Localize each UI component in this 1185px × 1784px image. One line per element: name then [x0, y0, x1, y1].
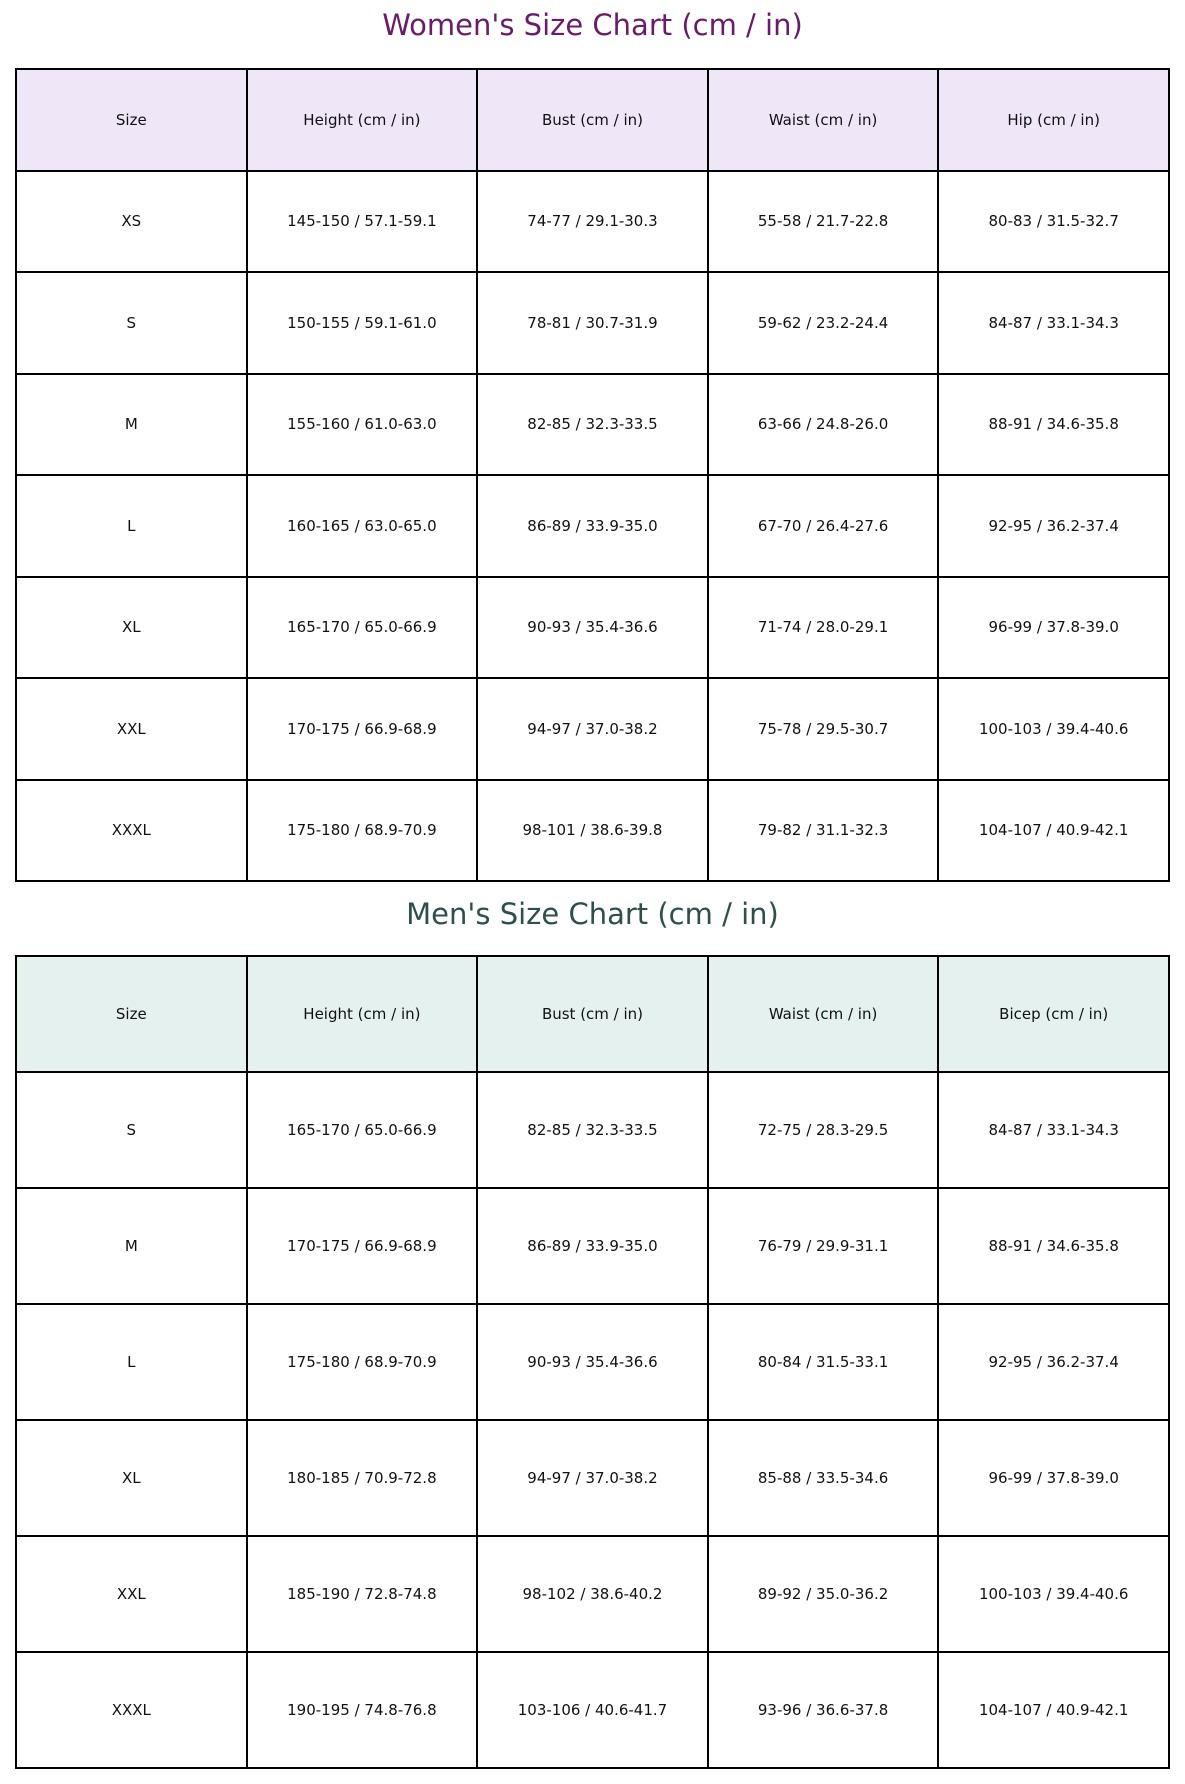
measurement-cell: 180-185 / 70.9-72.8: [247, 1420, 478, 1536]
measurement-cell: 89-92 / 35.0-36.2: [708, 1536, 939, 1652]
table-row: [16, 678, 1169, 780]
measurement-cell: 150-155 / 59.1-61.0: [247, 272, 478, 374]
size-cell: L: [16, 475, 247, 577]
table-row: [16, 780, 1169, 882]
column-header: Hip (cm / in): [938, 69, 1169, 171]
measurement-cell: 80-83 / 31.5-32.7: [938, 171, 1169, 273]
size-cell: M: [16, 1188, 247, 1304]
measurement-cell: 78-81 / 30.7-31.9: [477, 272, 708, 374]
measurement-cell: 104-107 / 40.9-42.1: [938, 780, 1169, 882]
column-header: Waist (cm / in): [708, 69, 939, 171]
measurement-cell: 165-170 / 65.0-66.9: [247, 1072, 478, 1188]
measurement-cell: 96-99 / 37.8-39.0: [938, 577, 1169, 679]
column-header: Bust (cm / in): [477, 956, 708, 1072]
size-cell: XXXL: [16, 1652, 247, 1768]
column-header: Size: [16, 956, 247, 1072]
measurement-cell: 103-106 / 40.6-41.7: [477, 1652, 708, 1768]
column-header: Bicep (cm / in): [938, 956, 1169, 1072]
measurement-cell: 155-160 / 61.0-63.0: [247, 374, 478, 476]
table-row: [16, 374, 1169, 476]
measurement-cell: 59-62 / 23.2-24.4: [708, 272, 939, 374]
measurement-cell: 84-87 / 33.1-34.3: [938, 272, 1169, 374]
size-cell: S: [16, 272, 247, 374]
men-size-table: [15, 955, 1170, 1769]
size-cell: L: [16, 1304, 247, 1420]
women-size-table: [15, 68, 1170, 882]
table-row: [16, 1072, 1169, 1188]
measurement-cell: 75-78 / 29.5-30.7: [708, 678, 939, 780]
men-chart-title: Men's Size Chart (cm / in): [406, 897, 779, 931]
measurement-cell: 160-165 / 63.0-65.0: [247, 475, 478, 577]
table-row: [16, 577, 1169, 679]
measurement-cell: 165-170 / 65.0-66.9: [247, 577, 478, 679]
measurement-cell: 76-79 / 29.9-31.1: [708, 1188, 939, 1304]
measurement-cell: 72-75 / 28.3-29.5: [708, 1072, 939, 1188]
measurement-cell: 80-84 / 31.5-33.1: [708, 1304, 939, 1420]
measurement-cell: 94-97 / 37.0-38.2: [477, 678, 708, 780]
measurement-cell: 185-190 / 72.8-74.8: [247, 1536, 478, 1652]
measurement-cell: 82-85 / 32.3-33.5: [477, 1072, 708, 1188]
table-header-row: [16, 69, 1169, 171]
measurement-cell: 67-70 / 26.4-27.6: [708, 475, 939, 577]
measurement-cell: 175-180 / 68.9-70.9: [247, 1304, 478, 1420]
measurement-cell: 82-85 / 32.3-33.5: [477, 374, 708, 476]
size-cell: XXL: [16, 1536, 247, 1652]
measurement-cell: 93-96 / 36.6-37.8: [708, 1652, 939, 1768]
measurement-cell: 90-93 / 35.4-36.6: [477, 577, 708, 679]
measurement-cell: 55-58 / 21.7-22.8: [708, 171, 939, 273]
measurement-cell: 86-89 / 33.9-35.0: [477, 475, 708, 577]
measurement-cell: 100-103 / 39.4-40.6: [938, 1536, 1169, 1652]
measurement-cell: 86-89 / 33.9-35.0: [477, 1188, 708, 1304]
measurement-cell: 88-91 / 34.6-35.8: [938, 374, 1169, 476]
table-row: [16, 1304, 1169, 1420]
table-row: [16, 1652, 1169, 1768]
measurement-cell: 100-103 / 39.4-40.6: [938, 678, 1169, 780]
measurement-cell: 175-180 / 68.9-70.9: [247, 780, 478, 882]
column-header: Bust (cm / in): [477, 69, 708, 171]
measurement-cell: 92-95 / 36.2-37.4: [938, 475, 1169, 577]
measurement-cell: 98-101 / 38.6-39.8: [477, 780, 708, 882]
measurement-cell: 84-87 / 33.1-34.3: [938, 1072, 1169, 1188]
measurement-cell: 88-91 / 34.6-35.8: [938, 1188, 1169, 1304]
size-cell: XL: [16, 1420, 247, 1536]
measurement-cell: 104-107 / 40.9-42.1: [938, 1652, 1169, 1768]
measurement-cell: 96-99 / 37.8-39.0: [938, 1420, 1169, 1536]
measurement-cell: 94-97 / 37.0-38.2: [477, 1420, 708, 1536]
measurement-cell: 98-102 / 38.6-40.2: [477, 1536, 708, 1652]
measurement-cell: 74-77 / 29.1-30.3: [477, 171, 708, 273]
column-header: Height (cm / in): [247, 956, 478, 1072]
size-cell: S: [16, 1072, 247, 1188]
table-row: [16, 475, 1169, 577]
column-header: Size: [16, 69, 247, 171]
column-header: Height (cm / in): [247, 69, 478, 171]
measurement-cell: 71-74 / 28.0-29.1: [708, 577, 939, 679]
table-row: [16, 1420, 1169, 1536]
size-cell: XXL: [16, 678, 247, 780]
column-header: Waist (cm / in): [708, 956, 939, 1072]
table-row: [16, 272, 1169, 374]
measurement-cell: 90-93 / 35.4-36.6: [477, 1304, 708, 1420]
measurement-cell: 92-95 / 36.2-37.4: [938, 1304, 1169, 1420]
measurement-cell: 63-66 / 24.8-26.0: [708, 374, 939, 476]
measurement-cell: 190-195 / 74.8-76.8: [247, 1652, 478, 1768]
table-header-row: [16, 956, 1169, 1072]
size-cell: XXXL: [16, 780, 247, 882]
measurement-cell: 145-150 / 57.1-59.1: [247, 171, 478, 273]
measurement-cell: 79-82 / 31.1-32.3: [708, 780, 939, 882]
size-cell: M: [16, 374, 247, 476]
size-cell: XL: [16, 577, 247, 679]
measurement-cell: 85-88 / 33.5-34.6: [708, 1420, 939, 1536]
table-row: [16, 1188, 1169, 1304]
size-cell: XS: [16, 171, 247, 273]
table-row: [16, 171, 1169, 273]
women-chart-title: Women's Size Chart (cm / in): [382, 8, 803, 42]
measurement-cell: 170-175 / 66.9-68.9: [247, 1188, 478, 1304]
measurement-cell: 170-175 / 66.9-68.9: [247, 678, 478, 780]
table-row: [16, 1536, 1169, 1652]
